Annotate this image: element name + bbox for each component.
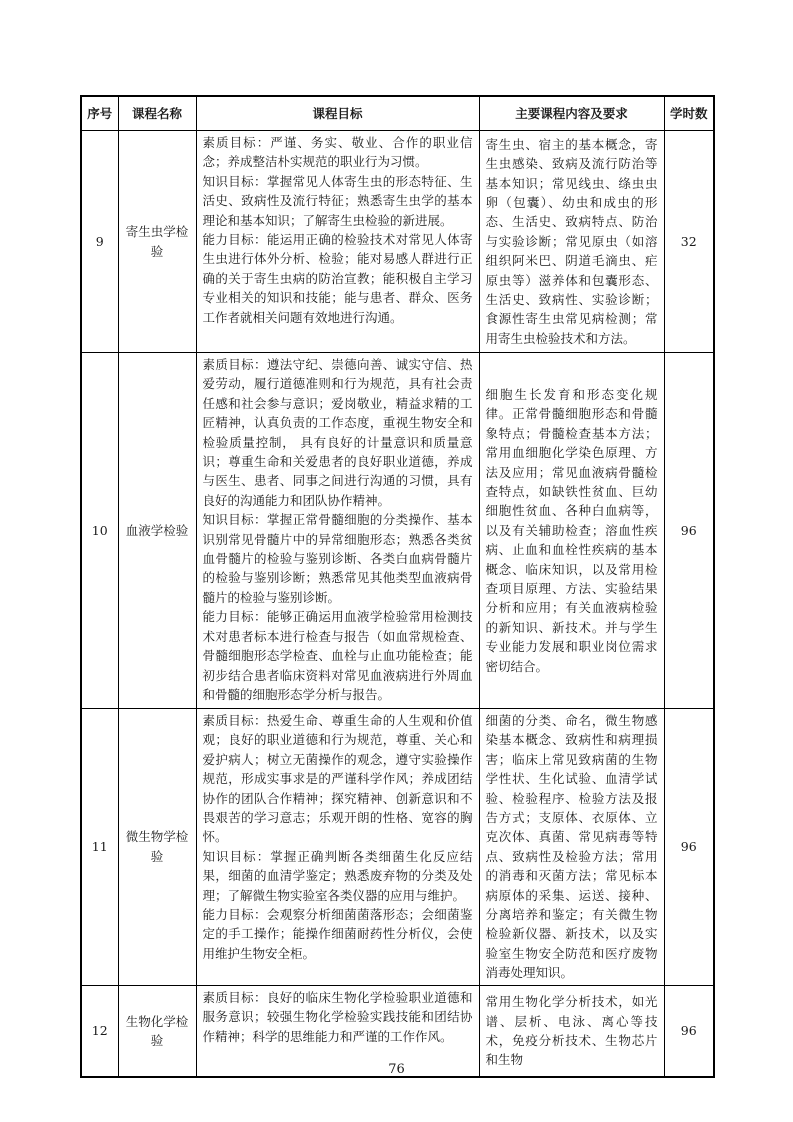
cell-course-objectives [196,709,479,986]
cell-course-no: 12 [81,985,118,1077]
table-row [81,353,714,709]
cell-course-no: 11 [81,709,118,986]
cell-course-name: 血液学检验 [118,353,196,709]
cell-course-hours: 96 [664,709,714,986]
column-header-objectives: 课程目标 [196,96,479,131]
objective-paragraph: 素质目标：严谨、务实、敬业、合作的职业信念；养成整洁朴实规范的职业行为习惯。 [202,135,473,170]
cell-course-objectives [196,353,479,709]
objective-paragraph: 知识目标：掌握正常骨髓细胞的分类操作、基本识别常见骨髓片中的异常细胞形态；熟悉各类贫血骨髓片的检验与鉴别诊断、各类白血病骨髓片的检验与鉴别诊断；熟悉常见其他类型血液病骨髓片的检验与鉴别诊断。 [202,512,473,605]
objective-paragraph: 素质目标：良好的临床生物化学检验职业道德和服务意识；较强生物化学检验实践技能和团结协作精神；科学的思维能力和严谨的工作作风。 [202,989,473,1044]
column-header-content: 主要课程内容及要求 [479,96,664,131]
cell-course-objectives [196,131,479,353]
cell-course-no: 10 [81,353,118,709]
page-number: 76 [388,1062,405,1077]
column-header-hours: 学时数 [664,96,714,131]
cell-course-hours: 96 [664,985,714,1077]
cell-course-content: 常用生物化学分析技术，如光谱、层析、电泳、离心等技术，免疫分析技术、生物芯片和生物 [479,985,664,1077]
objective-paragraph: 能力目标：能运用正确的检验技术对常见人体寄生虫进行体外分析、检验；能对易感人群进行正确的关于寄生虫病的防治宣教；能积极自主学习专业相关的知识和技能；能与患者、群众、医务工作者就相关问题有效地进行沟通。 [202,232,473,325]
column-header-no: 序号 [81,96,118,131]
cell-course-content: 细胞生长发育和形态变化规律。正常骨髓细胞形态和骨髓象特点；骨髓检查基本方法；常用血细胞化学染色原理、方法及应用；常见血液病骨髓检查特点，如缺铁性贫血、巨幼细胞性贫血、各种白血病等，以及有关辅助检查；溶血性疾病、止血和血栓性疾病的基本概念、临床知识，以及常用检查项目原理、方法、实验结果分析和应用；有关血液病检验的新知识、新技术。并与学生专业能力发展和职业岗位需求密切结合。 [479,353,664,709]
objective-paragraph: 素质目标：遵法守纪、崇德向善、诚实守信、热爱劳动，履行道德准则和行为规范，具有社会责任感和社会参与意识；爱岗敬业，精益求精的工匠精神，认真负责的工作态度，重视生物安全和检验质量控制， 具有良好的计量意识和质量意识；尊重生命和关爱患者的良好职业道德，养成与医生、患者、同事之间进行沟通的习惯，具有良好的沟通能力和团队协作精神。 [202,357,473,508]
column-header-course-name: 课程名称 [118,96,196,131]
cell-course-name: 生物化学检验 [118,985,196,1077]
course-table [80,95,715,1078]
cell-course-content: 寄生虫、宿主的基本概念，寄生虫感染、致病及流行防治等基本知识；常见线虫、绦虫虫卵（包囊）、幼虫和成虫的形态、生活史、致病特点、防治与实验诊断；常见原虫（如溶组织阿米巴、阴道毛滴虫、疟原虫等）滋养体和包囊形态、生活史、致病性、实验诊断；食源性寄生虫常见病检测；常用寄生虫检验技术和方法。 [479,131,664,353]
cell-course-content: 细菌的分类、命名，微生物感染基本概念、致病性和病理损害；临床上常见致病菌的生物学性状、生化试验、血清学试验、检验程序、检验方法及报告方式；支原体、衣原体、立克次体、真菌、常见病毒等特点、致病性及检验方法；常用的消毒和灭菌方法；常见标本病原体的采集、运送、接种、分离培养和鉴定；有关微生物检验新仪器、新技术，以及实验室生物安全防范和医疗废物消毒处理知识。 [479,709,664,986]
table-row [81,709,714,986]
cell-course-no: 9 [81,131,118,353]
objective-paragraph: 知识目标：掌握常见人体寄生虫的形态特征、生活史、致病性及流行特征；熟悉寄生虫学的基本理论和基本知识；了解寄生虫检验的新进展。 [202,173,473,228]
cell-course-name: 寄生虫学检验 [118,131,196,353]
cell-course-hours: 32 [664,131,714,353]
table-header-row [81,96,714,131]
objective-paragraph: 能力目标：会观察分析细菌菌落形态；会细菌鉴定的手工操作；能操作细菌耐药性分析仪，会使用维护生物安全柜。 [202,907,473,961]
cell-course-name: 微生物学检验 [118,709,196,986]
cell-course-hours: 96 [664,353,714,709]
objective-paragraph: 素质目标：热爱生命、尊重生命的人生观和价值观；良好的职业道德和行为规范，尊重、关心和爱护病人；树立无菌操作的观念，遵守实验操作规范，形成实事求是的严谨科学作风；养成团结协作的团队合作精神；探究精神、创新意识和不畏艰苦的学习意志；乐观开朗的性格、宽容的胸怀。 [202,713,473,845]
objective-paragraph: 知识目标：掌握正确判断各类细菌生化反应结果，细菌的血清学鉴定；熟悉废弃物的分类及处理；了解微生物实验室各类仪器的应用与维护。 [202,848,473,903]
objective-paragraph: 能力目标：能够正确运用血液学检验常用检测技术对患者标本进行检查与报告（如血常规检查、骨髓细胞形态学检查、血栓与止血功能检查；能初步结合患者临床资料对常见血液病进行外周血和骨髓的细胞形态学分析与报告。 [202,609,473,702]
table-row [81,131,714,353]
